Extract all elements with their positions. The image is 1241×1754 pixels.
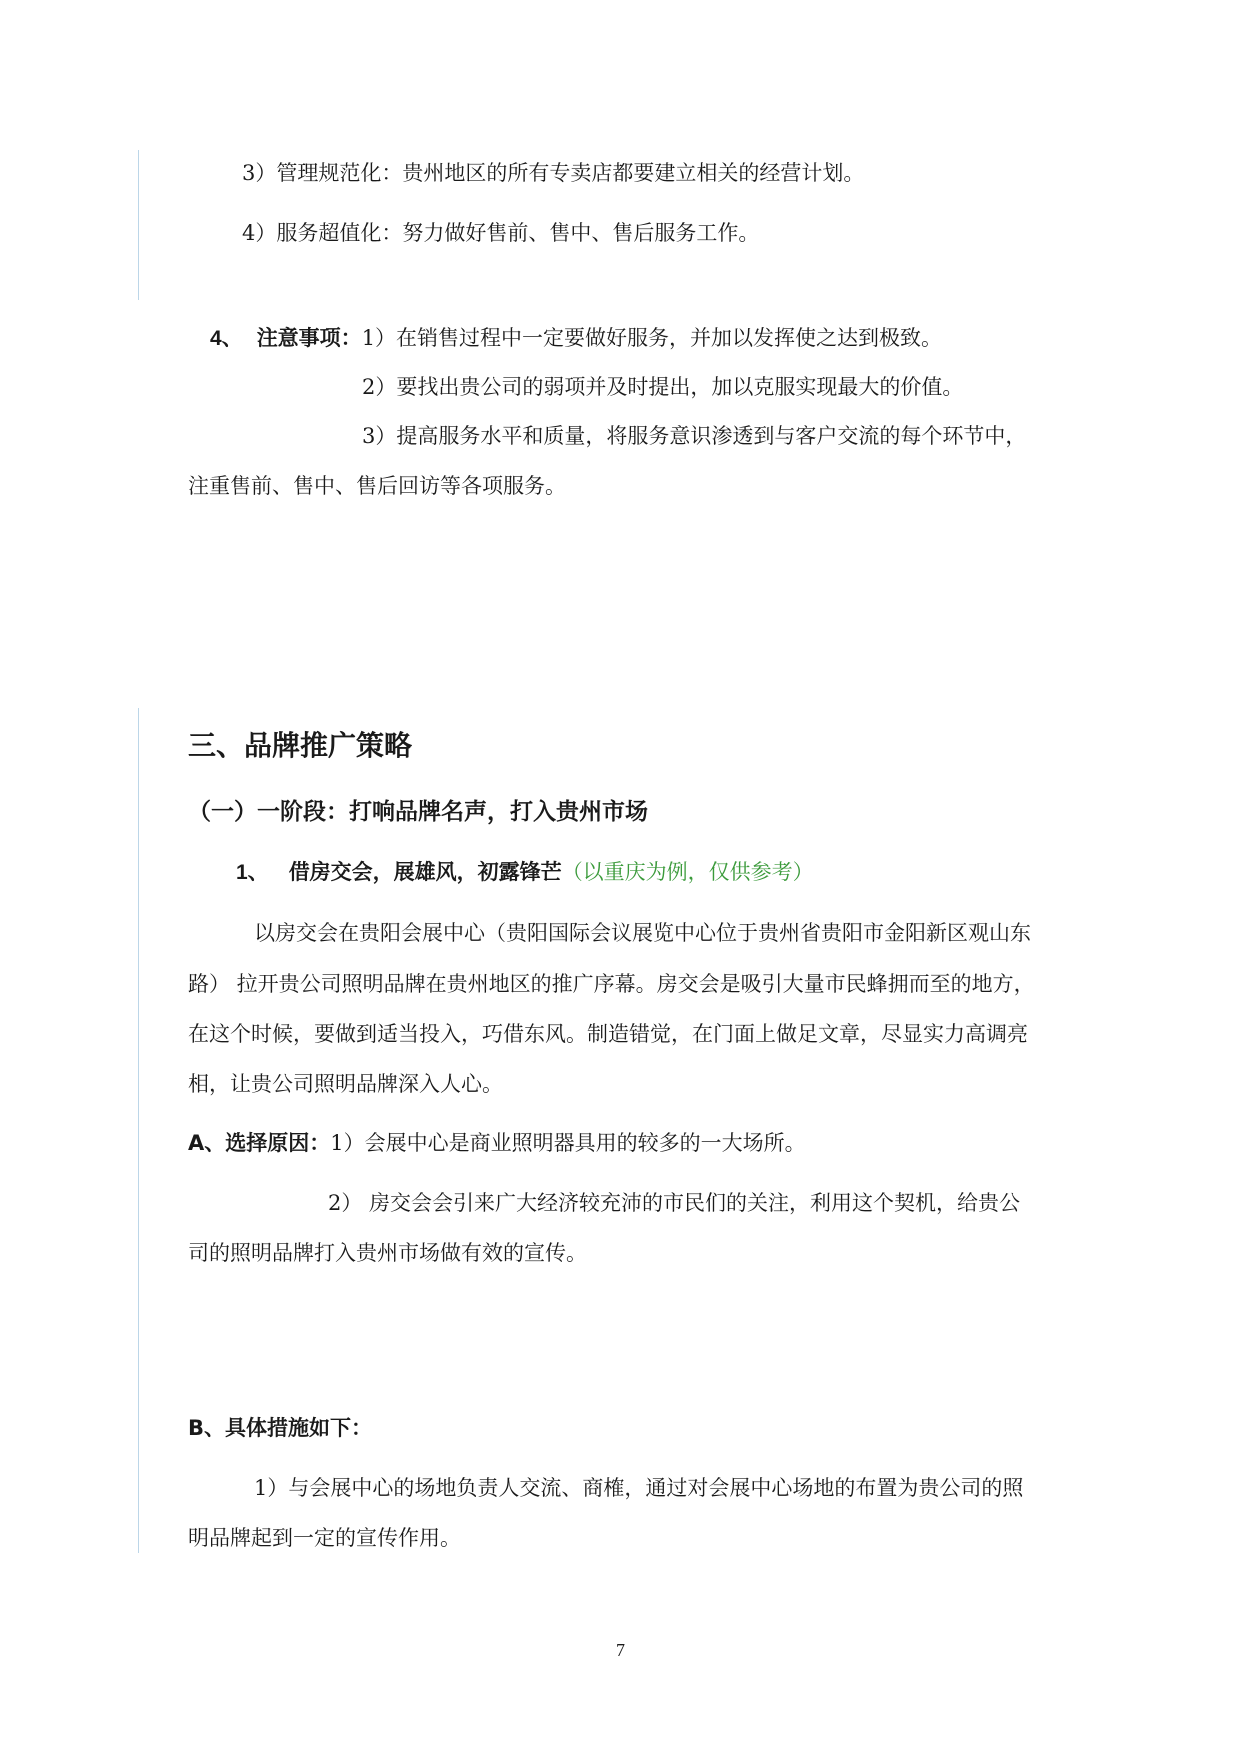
reason-line-3: 司的照明品牌打入贵州市场做有效的宣传。 bbox=[188, 1241, 587, 1265]
point-number: 1、 bbox=[236, 861, 269, 884]
notes-line-2: 2）要找出贵公司的弱项并及时提出，加以克服实现最大的价值。 bbox=[362, 375, 964, 399]
point-heading bbox=[236, 857, 814, 888]
notes-number: 4、 bbox=[210, 327, 243, 350]
page-number: 7 bbox=[616, 1640, 625, 1660]
notes-line-3: 3）提高服务水平和质量，将服务意识渗透到与客户交流的每个环节中， bbox=[362, 424, 1027, 448]
reason-line-1: 1）会展中心是商业照明器具用的较多的一大场所。 bbox=[330, 1131, 806, 1155]
para-line-1: 以房交会在贵阳会展中心（贵阳国际会议展览中心位于贵州省贵阳市金阳新区观山东 bbox=[254, 921, 1031, 945]
list-item-4: 4）服务超值化：努力做好售前、售中、售后服务工作。 bbox=[242, 221, 760, 245]
notes-line-4: 注重售前、售中、售后回访等各项服务。 bbox=[188, 474, 566, 498]
measures-line-1: 1）与会展中心的场地负责人交流、商榷，通过对会展中心场地的布置为贵公司的照 bbox=[254, 1476, 1024, 1500]
notes-line-1: 1）在销售过程中一定要做好服务，并加以发挥使之达到极致。 bbox=[361, 326, 943, 350]
para-line-2: 路） 拉开贵公司照明品牌在贵州地区的推广序幕。房交会是吸引大量市民蜂拥而至的地方， bbox=[188, 972, 1035, 996]
section-subtitle: （一）一阶段：打响品牌名声，打入贵州市场 bbox=[188, 799, 648, 825]
margin-rule-bottom bbox=[138, 708, 139, 1553]
point-text: 借房交会，展雄风，初露锋芒 bbox=[288, 860, 562, 884]
list-item-3: 3）管理规范化：贵州地区的所有专卖店都要建立相关的经营计划。 bbox=[242, 161, 865, 185]
para-line-3: 在这个时候，要做到适当投入，巧借东风。制造错觉，在门面上做足文章，尽显实力高调亮 bbox=[188, 1022, 1028, 1046]
notes-heading bbox=[210, 323, 942, 354]
measures-line-2: 明品牌起到一定的宣传作用。 bbox=[188, 1526, 461, 1550]
para-line-4: 相，让贵公司照明品牌深入人心。 bbox=[188, 1072, 503, 1096]
section-title: 三、品牌推广策略 bbox=[188, 729, 413, 762]
margin-rule-top bbox=[138, 150, 139, 300]
notes-label: 注意事项： bbox=[256, 326, 362, 350]
reason-line-2: 2） 房交会会引来广大经济较充沛的市民们的关注，利用这个契机，给贵公 bbox=[328, 1191, 1021, 1215]
reason-heading bbox=[188, 1128, 806, 1158]
measures-label: B、具体措施如下： bbox=[188, 1416, 373, 1440]
point-note: （以重庆为例，仅供参考） bbox=[561, 860, 814, 884]
reason-label: A、选择原因： bbox=[188, 1131, 331, 1155]
